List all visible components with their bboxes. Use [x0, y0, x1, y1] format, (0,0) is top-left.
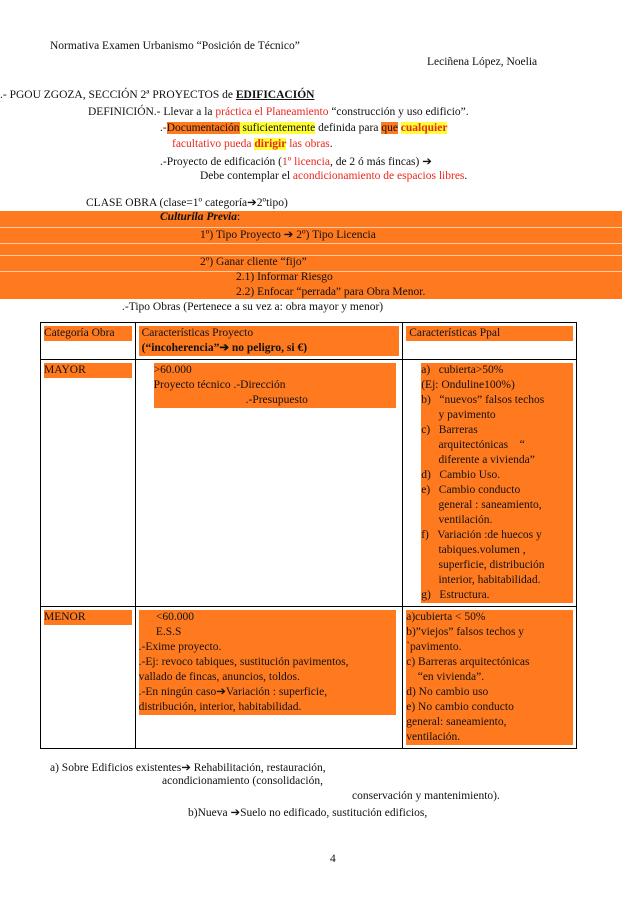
- menor-ppal-cell: [403, 607, 577, 749]
- table-mayor-c-item: interior, habitabilidad.: [421, 573, 573, 588]
- mayor-ppal-cell: [403, 360, 577, 607]
- table-menor-c-item: a)cubierta < 50%: [406, 610, 573, 625]
- table-menor-c-item: ventilación.: [406, 730, 573, 745]
- table-mayor-c-item: a) cubierta>50%: [421, 363, 573, 378]
- table-mayor-c-item: y pavimento: [421, 408, 573, 423]
- mayor-label: MAYOR: [44, 363, 132, 378]
- band-divider-3: [0, 255, 622, 256]
- clase-line-2: 2º) Ganar cliente “fijo”: [200, 256, 307, 268]
- table-menor-p-item: .-Ej: revoco tabiques, sustitución pavimentos,: [139, 655, 397, 670]
- culturila-line: [160, 211, 240, 223]
- mayor-list: [421, 363, 573, 603]
- table-row-menor: [41, 607, 577, 749]
- table-row-mayor: [41, 360, 577, 607]
- table-menor-c-item: e) No cambio conducto: [406, 700, 573, 715]
- proj-b: 1º licencia: [281, 156, 330, 168]
- table-mayor-c-item: general : saneamiento,: [421, 498, 573, 513]
- tipo-obras-line: .-Tipo Obras (Pertenece a su vez a: obra mayor y menor): [122, 301, 384, 313]
- doc-e: que: [381, 122, 398, 134]
- footer-line-1: a) Sobre Edificios existentes➔ Rehabilitación, restauración,: [50, 762, 326, 774]
- table-mayor-c-item: diferente a vivienda”: [421, 453, 573, 468]
- menor-proyecto-list: [139, 610, 397, 715]
- table-menor-p-item: vallado de fincas, anuncios, toldos.: [139, 670, 397, 685]
- footer-line-4: b)Nueva ➔Suelo no edificado, sustitución edificios,: [188, 807, 428, 819]
- table-mayor-c-item: superficie, distribución: [421, 558, 573, 573]
- def-a: DEFINICIÓN.- Llevar a la: [88, 106, 216, 118]
- header-left: Normativa Examen Urbanismo “Posición de Técnico”: [50, 40, 300, 52]
- mayor-p3: .-Presupuesto: [154, 393, 397, 408]
- mayor-p2: Proyecto técnico .-Dirección: [154, 378, 397, 393]
- must-c: .: [464, 170, 468, 182]
- table-menor-c-item: d) No cambio uso: [406, 685, 573, 700]
- table-mayor-c-item: c) Barreras: [421, 423, 573, 438]
- def-b: práctica el Planeamiento: [215, 106, 329, 118]
- facultativo-line: [172, 138, 333, 150]
- table-menor-p-item: distribución, interior, habitabilidad.: [139, 700, 397, 715]
- fac-b: dirigir: [254, 138, 287, 150]
- table-mayor-c-item: d) Cambio Uso.: [421, 468, 573, 483]
- table-menor-c-item: “en vivienda”.: [406, 670, 573, 685]
- menor-proyecto-cell: [135, 607, 403, 749]
- footer-line-2: acondicionamiento (consolidación,: [162, 775, 323, 787]
- mayor-p1: >60.000: [154, 363, 397, 378]
- fac-c: las obras: [286, 138, 330, 150]
- must-a: Debe contemplar el: [200, 170, 293, 182]
- culturila-colon: :: [237, 211, 241, 223]
- table-mayor-c-item: b) “nuevos” falsos techos: [421, 393, 573, 408]
- header-cell-categoria: [41, 323, 136, 360]
- table-menor-p-item: E.S.S: [139, 625, 397, 640]
- table-menor-p-item: .-Exime proyecto.: [139, 640, 397, 655]
- table-menor-c-item: b)”viejos” falsos techos y: [406, 625, 573, 640]
- header-caracteristicas-ppal: Características Ppal: [406, 326, 573, 341]
- table-mayor-c-item: arquitectónicas “: [421, 438, 573, 453]
- header-categoria: Categoría Obra: [44, 326, 132, 341]
- header-incoherencia: (“incoherencia”➔ no peligro, si €): [139, 341, 400, 356]
- def-c: “construcción y uso edificio”.: [328, 106, 469, 118]
- proj-c: , de 2 ó más fincas) ➔: [329, 156, 432, 168]
- doc-g: cualquier: [400, 122, 448, 134]
- culturila-label: Culturila Previa: [160, 211, 237, 223]
- table-mayor-c-item: f) Variación :de huecos y: [421, 528, 573, 543]
- header-caracteristicas-proyecto: Características Proyecto: [139, 326, 400, 341]
- table-mayor-c-item: ventilación.: [421, 513, 573, 528]
- mayor-proyecto-cell: [135, 360, 403, 607]
- proyecto-line: [160, 154, 432, 168]
- clase-line-1: 1º) Tipo Proyecto ➔ 2º) Tipo Licencia: [200, 229, 376, 241]
- table-header-row: [41, 323, 577, 360]
- band-divider-2: [0, 243, 622, 244]
- doc-c: suficientemente: [239, 122, 316, 134]
- menor-label-cell: [41, 607, 136, 749]
- clase-line-4: 2.2) Enfocar “perrada” para Obra Menor.: [236, 286, 426, 298]
- header-cell-ppal: [403, 323, 577, 360]
- proj-a: .-Proyecto de edificación (: [160, 156, 282, 168]
- header-right: Leciñena López, Noelia: [427, 56, 538, 68]
- contemplar-line: [200, 170, 467, 182]
- table-mayor-c-item: (Ej: Onduline100%): [421, 378, 573, 393]
- table-menor-c-item: general: saneamiento,: [406, 715, 573, 730]
- footer-line-3: conservación y mantenimiento).: [352, 790, 500, 802]
- menor-label: MENOR: [44, 610, 132, 625]
- obra-table: [40, 322, 577, 749]
- table-menor-c-item: c) Barreras arquitectónicas: [406, 655, 573, 670]
- clase-obra-title: CLASE OBRA (clase=1º categoría➔2ºtipo): [86, 197, 288, 209]
- table-mayor-c-item: g) Estructura.: [421, 588, 573, 603]
- table-mayor-c-item: e) Cambio conducto: [421, 483, 573, 498]
- mayor-label-cell: [41, 360, 136, 607]
- doc-a: .-: [160, 122, 167, 134]
- doc-b: Documentación: [166, 122, 240, 134]
- section-title: [0, 89, 314, 101]
- page-number: 4: [330, 853, 336, 865]
- header-cell-caracteristicas: [135, 323, 403, 360]
- section-title-prefix: .- PGOU ZGOZA, SECCIÓN 2ª PROYECTOS de: [0, 89, 236, 101]
- table-menor-p-item: .-En ningún caso➔Variación : superficie,: [139, 685, 397, 700]
- table-mayor-c-item: tabiques.volumen ,: [421, 543, 573, 558]
- table-menor-c-item: `pavimento.: [406, 640, 573, 655]
- section-title-emph: EDIFICACIÓN: [235, 89, 315, 101]
- doc-d: definida para: [315, 122, 382, 134]
- fac-a: facultativo pueda: [172, 138, 255, 150]
- menor-ppal-list: [406, 610, 573, 745]
- must-b: acondicionamiento de espacios libres: [292, 170, 465, 182]
- documentation-line: [160, 122, 447, 134]
- definition-line: [88, 106, 469, 118]
- table-menor-p-item: <60.000: [139, 610, 397, 625]
- clase-line-3: 2.1) Informar Riesgo: [236, 271, 333, 283]
- fac-d: .: [329, 138, 333, 150]
